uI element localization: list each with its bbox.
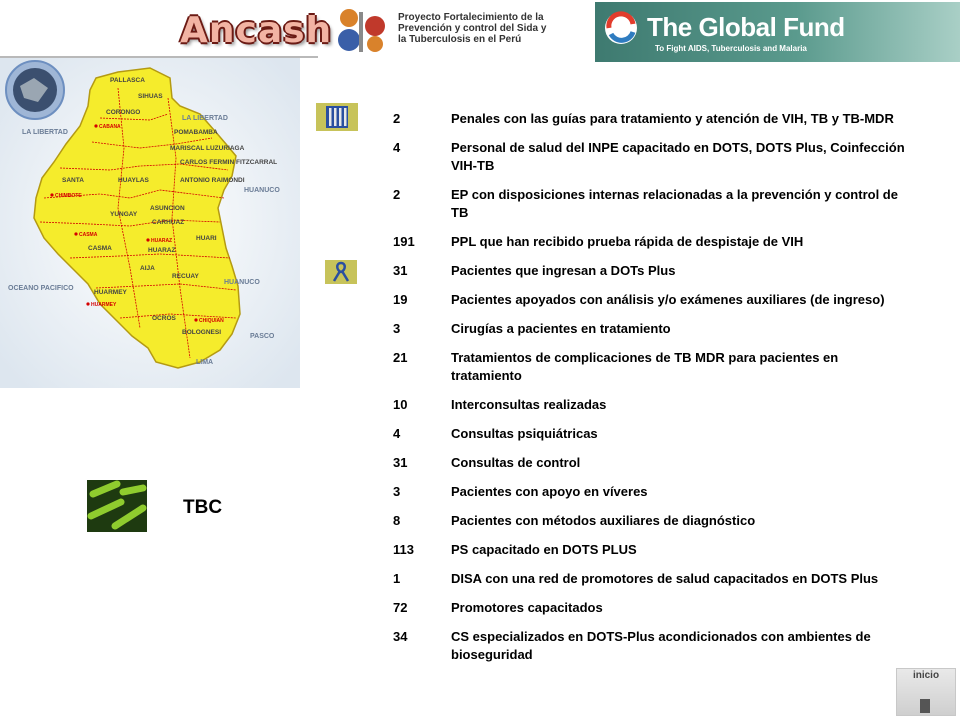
stat-row <box>393 262 913 280</box>
inicio-label: inicio <box>912 670 940 681</box>
stat-description: Cirugías a pacientes en tratamiento <box>451 321 671 336</box>
stat-description: Pacientes apoyados con análisis y/o exámenes auxiliares (de ingreso) <box>451 292 885 307</box>
stat-row <box>393 349 913 385</box>
stat-description: Promotores capacitados <box>451 600 603 615</box>
stat-row <box>393 512 913 530</box>
region-label: LA LIBERTAD <box>182 115 228 122</box>
stat-row <box>393 628 913 664</box>
stat-row <box>393 110 913 128</box>
province-label: CARHUAZ <box>152 219 185 226</box>
stat-row <box>393 541 913 559</box>
stat-row <box>393 570 913 588</box>
stat-value: 4 <box>393 140 401 155</box>
stat-description: Penales con las guías para tratamiento y atención de VIH, TB y TB-MDR <box>451 111 894 126</box>
tuberculosis-bacteria-icon <box>87 480 147 532</box>
project-logo-icon <box>335 4 390 56</box>
project-line-2: Prevención y control del Sida y <box>398 23 547 34</box>
stat-value: 2 <box>393 111 401 126</box>
region-label: OCEANO PACIFICO <box>8 285 74 292</box>
province-label: HUARAZ <box>148 247 176 254</box>
province-label: HUAYLAS <box>118 177 149 184</box>
city-label: HUARMEY <box>91 302 117 308</box>
city-marker <box>86 302 89 305</box>
awareness-ribbon-icon <box>325 260 357 284</box>
province-label: OCROS <box>152 315 176 322</box>
stat-value: 1 <box>393 571 401 586</box>
stat-row <box>393 320 913 338</box>
stat-value: 2 <box>393 187 401 202</box>
globe-satellite-icon <box>6 61 64 119</box>
stat-value: 31 <box>393 455 408 470</box>
prison-bars-icon <box>316 103 358 131</box>
province-label: YUNGAY <box>110 211 138 218</box>
stat-value: 191 <box>393 234 415 249</box>
stats-list <box>393 110 913 664</box>
stat-description: Pacientes con métodos auxiliares de diagnóstico <box>451 513 756 528</box>
province-label: AIJA <box>140 265 155 272</box>
stat-value: 72 <box>393 600 408 615</box>
stat-row <box>393 233 913 251</box>
province-label: ANTONIO RAIMONDI <box>180 177 245 184</box>
inicio-button[interactable] <box>896 668 956 716</box>
province-label: SANTA <box>62 177 84 184</box>
stat-row <box>393 291 913 309</box>
province-label: PALLASCA <box>110 77 145 84</box>
province-label: POMABAMBA <box>174 129 218 136</box>
stat-value: 113 <box>393 542 414 557</box>
ancash-map <box>0 58 300 388</box>
globe-logo-icon <box>603 10 639 46</box>
stat-value: 4 <box>393 426 401 441</box>
province-label: CORONGO <box>106 109 141 116</box>
project-line-3: la Tuberculosis en el Perú <box>398 34 522 45</box>
city-marker <box>50 193 53 196</box>
header-banner <box>0 0 960 64</box>
stat-description: Personal de salud del INPE capacitado en DOTS, DOTS Plus, Coinfección VIH-TB <box>451 140 905 173</box>
stat-description: Pacientes con apoyo en víveres <box>451 484 648 499</box>
global-fund-tagline: To Fight AIDS, Tuberculosis and Malaria <box>655 44 807 53</box>
stat-description: DISA con una red de promotores de salud capacitados en DOTS Plus <box>451 571 879 586</box>
stat-value: 19 <box>393 292 408 307</box>
city-label: CABANA <box>99 124 121 130</box>
province-label: ASUNCION <box>150 205 185 212</box>
stat-value: 3 <box>393 321 401 336</box>
city-marker <box>146 238 149 241</box>
city-marker <box>74 232 77 235</box>
stat-value: 34 <box>393 629 408 644</box>
city-marker <box>94 124 97 127</box>
stat-description: Interconsultas realizadas <box>451 397 607 412</box>
stat-description: Consultas de control <box>451 455 581 470</box>
province-label: MARISCAL LUZURIAGA <box>170 145 245 152</box>
region-label: HUANUCO <box>224 279 260 286</box>
stat-description: PS capacitado en DOTS PLUS <box>451 542 637 557</box>
province-label: RECUAY <box>172 273 199 280</box>
project-name <box>398 12 584 45</box>
stat-row <box>393 454 913 472</box>
stat-description: CS especializados en DOTS-Plus acondicionados con ambientes de bioseguridad <box>451 629 871 662</box>
province-label: HUARMEY <box>94 289 127 296</box>
stat-description: EP con disposiciones internas relacionadas a la prevención y control de TB <box>451 187 898 220</box>
province-label: SIHUAS <box>138 93 163 100</box>
stat-row <box>393 599 913 617</box>
city-label: CHIMBOTE <box>55 193 82 199</box>
stat-description: Consultas psiquiátricas <box>451 426 598 441</box>
province-label: HUARI <box>196 235 217 242</box>
global-fund-banner <box>595 2 960 62</box>
region-label: LIMA <box>196 359 214 366</box>
province-label: BOLOGNESI <box>182 329 222 336</box>
stat-description: Pacientes que ingresan a DOTs Plus <box>451 263 676 278</box>
region-label: PASCO <box>250 333 275 340</box>
home-door-icon <box>920 699 930 713</box>
region-label: HUANUCO <box>244 187 280 194</box>
stat-value: 21 <box>393 350 408 365</box>
city-label: HUARAZ <box>151 238 173 244</box>
ancash-map-graphic <box>0 58 300 388</box>
city-label: CASMA <box>79 232 98 238</box>
page-title: Ancash <box>180 10 333 51</box>
stat-row <box>393 396 913 414</box>
city-marker <box>194 318 197 321</box>
stat-description: Tratamientos de complicaciones de TB MDR para pacientes en tratamiento <box>451 350 839 383</box>
stat-value: 3 <box>393 484 401 499</box>
city-label: CHIQUIAN <box>199 318 224 324</box>
tbc-section-label: TBC <box>183 497 223 518</box>
stat-description: PPL que han recibido prueba rápida de despistaje de VIH <box>451 234 804 249</box>
global-fund-name: The Global Fund <box>647 12 845 42</box>
stat-value: 8 <box>393 513 401 528</box>
stat-row <box>393 186 913 222</box>
stat-value: 10 <box>393 397 408 412</box>
project-line-1: Proyecto Fortalecimiento de la <box>398 12 544 23</box>
stat-row <box>393 483 913 501</box>
region-label: LA LIBERTAD <box>22 129 68 136</box>
province-label: CARLOS FERMIN FITZCARRAL <box>180 159 278 166</box>
stat-row <box>393 139 913 175</box>
stat-row <box>393 425 913 443</box>
stat-value: 31 <box>393 263 408 278</box>
province-label: CASMA <box>88 245 112 252</box>
